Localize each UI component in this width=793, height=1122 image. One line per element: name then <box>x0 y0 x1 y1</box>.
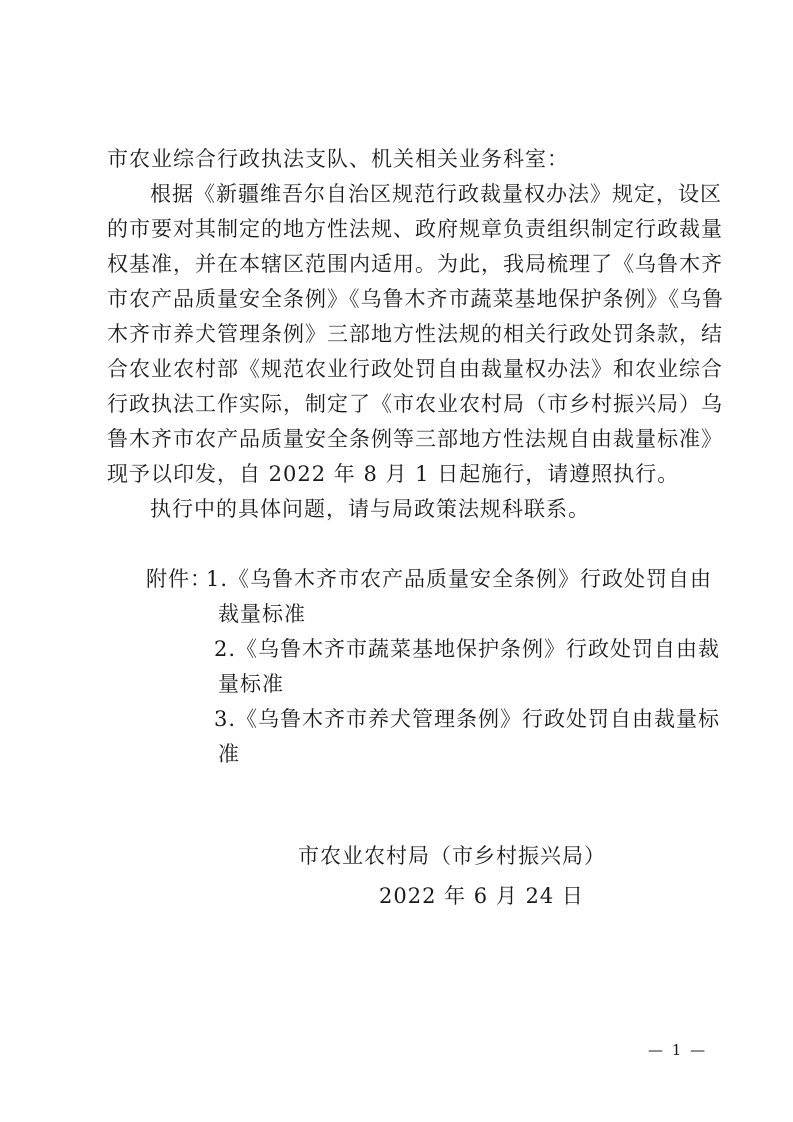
attachments-label: 附件： <box>146 567 212 591</box>
contact-line: 执行中的具体问题，请与局政策法规科联系。 <box>150 497 590 521</box>
attachment-2-line-2: 量标准 <box>218 672 284 696</box>
body-line-1: 根据《新疆维吾尔自治区规范行政裁量权办法》规定，设区 <box>150 182 722 206</box>
body-line-2: 的市要对其制定的地方性法规、政府规章负责组织制定行政裁量 <box>107 217 723 241</box>
body-line-6: 合农业农村部《规范农业行政处罚自由裁量权办法》和农业综合 <box>107 357 723 381</box>
body-line-8: 鲁木齐市农产品质量安全条例等三部地方性法规自由裁量标准》 <box>107 427 723 451</box>
issue-date: 2022 年 6 月 24 日 <box>379 884 584 908</box>
page-number: — 1 — <box>648 1041 708 1059</box>
attachment-2-line-1: 2.《乌鲁木齐市蔬菜基地保护条例》行政处罚自由裁 <box>214 637 721 661</box>
attachment-1-line-1: 1.《乌鲁木齐市农产品质量安全条例》行政处罚自由 <box>206 567 713 591</box>
attachment-1-line-2: 裁量标准 <box>218 602 306 626</box>
body-line-4: 市农产品质量安全条例》《乌鲁木齐市蔬菜基地保护条例》《乌鲁 <box>107 287 724 311</box>
attachment-3-line-2: 准 <box>218 742 240 766</box>
body-line-3: 权基准，并在本辖区范围内适用。为此，我局梳理了《乌鲁木齐 <box>107 252 723 276</box>
body-line-7: 行政执法工作实际，制定了《市农业农村局（市乡村振兴局）乌 <box>107 392 723 416</box>
attachment-3-line-1: 3.《乌鲁木齐市养犬管理条例》行政处罚自由裁量标 <box>214 707 721 731</box>
issuer-name: 市农业农村局（市乡村振兴局） <box>298 844 606 868</box>
addressee: 市农业综合行政执法支队、机关相关业务科室： <box>107 147 569 171</box>
body-line-9: 现予以印发，自 2022 年 8 月 1 日起施行，请遵照执行。 <box>107 462 680 486</box>
body-line-5: 木齐市养犬管理条例》三部地方性法规的相关行政处罚条款，结 <box>107 322 723 346</box>
